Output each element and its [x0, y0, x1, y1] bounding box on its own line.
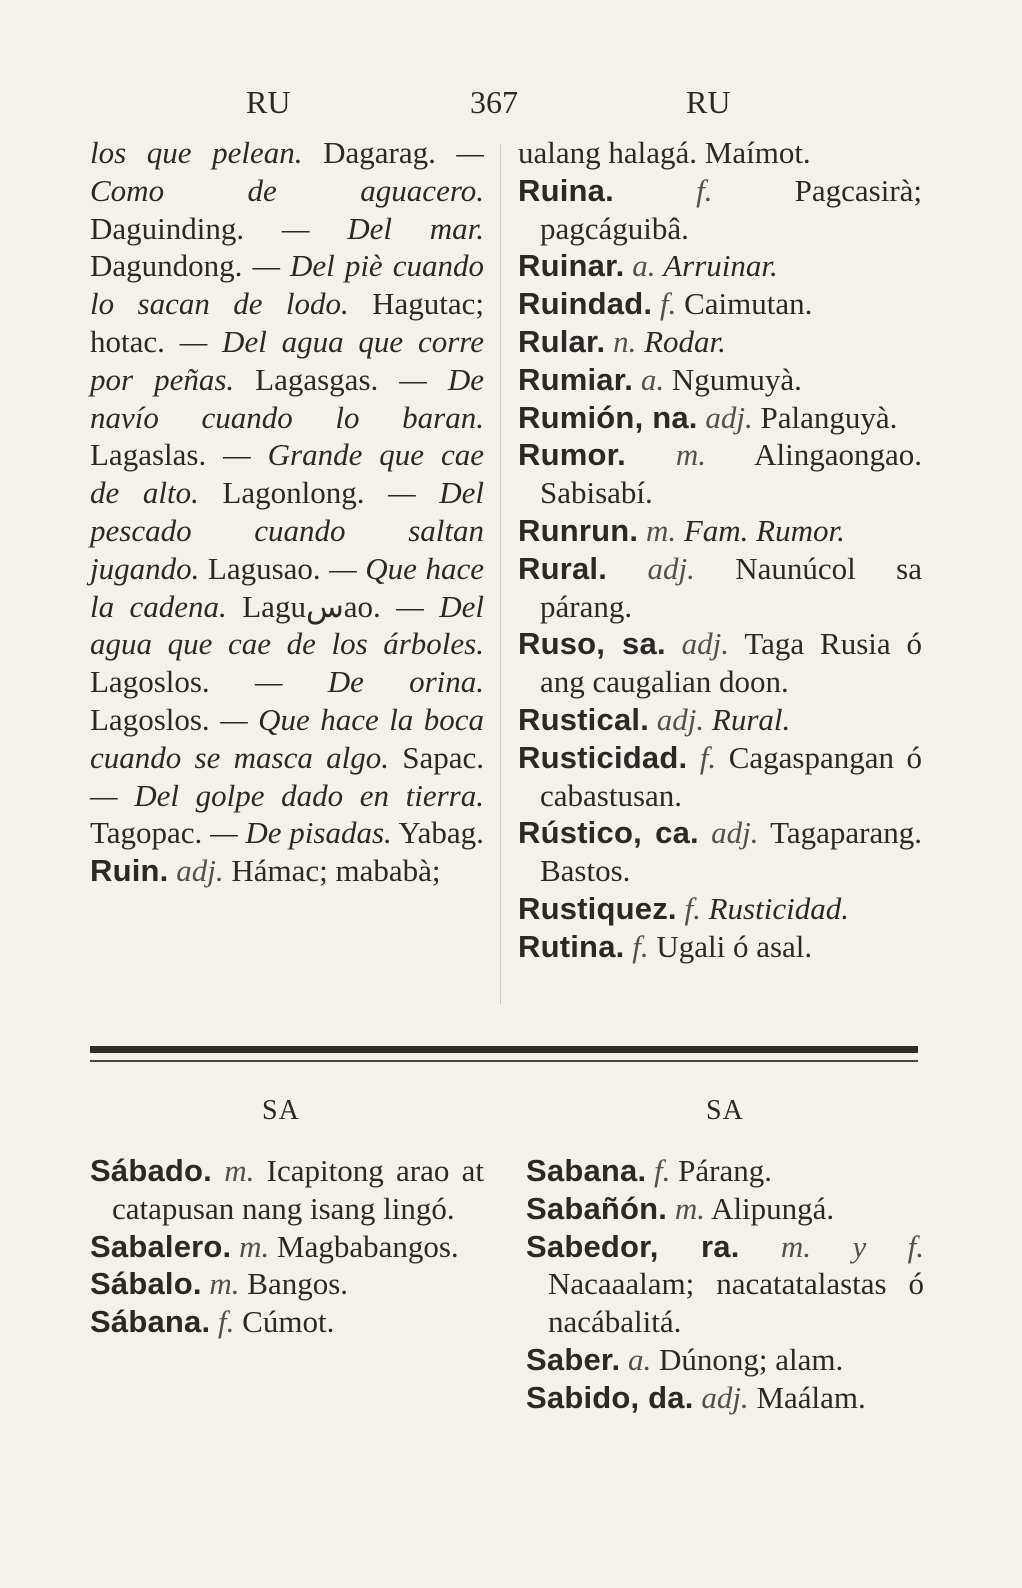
- entry-grammar: m.: [209, 1266, 240, 1302]
- entry-headword: Sábado.: [90, 1153, 212, 1188]
- sa-right-column: [526, 1152, 924, 1417]
- entry-definition: Taga Rusia ó ang caugalian doon.: [540, 626, 923, 700]
- dictionary-entry: [518, 928, 922, 966]
- tagalog-term: Dagundong.: [90, 248, 253, 284]
- entry-definition: Párang.: [670, 1153, 773, 1188]
- dictionary-entry: [518, 323, 922, 361]
- tagalog-term: Lagusao.: [199, 550, 330, 586]
- entry-definition: [704, 702, 712, 737]
- entry-headword: Ruso, sa.: [518, 626, 666, 662]
- entry-grammar: m.: [239, 1228, 270, 1264]
- dictionary-entry-ruin: [90, 852, 484, 890]
- entry-definition: Ugali ó asal.: [648, 928, 813, 964]
- entry-spanish-crossref: Fam. Rumor.: [683, 512, 845, 548]
- spanish-gloss: — Que hace la boca cuando se masca algo.: [90, 701, 485, 775]
- tagalog-term: Lagasgas.: [234, 361, 400, 397]
- spanish-gloss: — Grande que cae de alto.: [90, 437, 484, 511]
- dictionary-entry: [526, 1341, 924, 1379]
- header-left-guide-word: RU: [246, 84, 291, 120]
- entry-spanish-crossref: Rural.: [711, 701, 791, 737]
- dictionary-entry: [518, 814, 922, 890]
- section-rule-thick: [90, 1046, 918, 1053]
- entry-grammar: adj.: [701, 1379, 749, 1415]
- entry-definition: Nacaaalam; nacatatalastas ó nacábalitá.: [548, 1266, 924, 1340]
- right-entry-list: [518, 172, 922, 966]
- dictionary-entry: [518, 399, 922, 437]
- entry-grammar: f.: [654, 1153, 671, 1188]
- tagalog-term: Laguسao.: [226, 588, 397, 624]
- entry-definition: Palanguyà.: [752, 399, 898, 435]
- spanish-gloss: — De pisadas.: [210, 815, 392, 851]
- entry-definition: [676, 513, 684, 548]
- entry-definition: Maálam.: [748, 1379, 866, 1415]
- entry-grammar: a.: [640, 361, 665, 397]
- spanish-gloss: — Del agua que cae de los árboles.: [90, 588, 484, 662]
- entry-headword: Rustical.: [518, 701, 650, 737]
- continued-entry-text: [90, 134, 484, 852]
- entry-headword: Rural.: [518, 550, 608, 586]
- spanish-gloss: — Del agua que corre por peñas.: [90, 323, 484, 397]
- dictionary-entry: [518, 436, 922, 512]
- entry-headword: Sábalo.: [90, 1266, 202, 1302]
- column-divider: [500, 144, 501, 1004]
- entry-definition: Naunúcol sa párang.: [540, 550, 922, 624]
- entry-definition: Ngumuyà.: [664, 361, 802, 397]
- entry-grammar: m.: [674, 1190, 706, 1226]
- entry-grammar: adj.: [656, 701, 705, 737]
- entry-definition: [701, 891, 709, 926]
- entry-headword: Sabalero.: [90, 1228, 232, 1264]
- entry-definition: Cagaspangan ó cabastusan.: [540, 739, 923, 813]
- entry-grammar: adj.: [176, 853, 224, 889]
- entry-definition: Tagaparang. Bastos.: [540, 815, 923, 889]
- entry-grammar: f.: [696, 172, 713, 208]
- sa-left-column: [90, 1152, 484, 1341]
- dictionary-entry: [90, 1228, 484, 1266]
- spanish-gloss: los que pelean.: [90, 135, 303, 170]
- dictionary-entry: [518, 701, 922, 739]
- tagalog-term: Lagaslas.: [90, 437, 224, 473]
- entry-grammar: m.: [645, 512, 677, 548]
- spanish-gloss: — Del mar.: [281, 210, 484, 246]
- entry-definition: [636, 324, 644, 359]
- entry-definition: Caimutan.: [676, 286, 813, 322]
- tagalog-term: Lagoslos.: [90, 664, 255, 700]
- dictionary-entry: [526, 1190, 924, 1228]
- spanish-gloss: — De orina.: [254, 664, 485, 700]
- entry-headword: Rústico, ca.: [518, 815, 699, 851]
- entry-grammar: n.: [613, 323, 637, 359]
- entry-definition: Bangos.: [239, 1266, 349, 1302]
- entry-headword: Rutina.: [518, 928, 625, 964]
- entry-headword: Sábana.: [90, 1304, 211, 1340]
- dictionary-entry: [526, 1379, 924, 1417]
- tagalog-term: Dagarag.: [302, 135, 457, 170]
- entry-grammar: adj.: [705, 399, 753, 435]
- entry-headword: Sabañón.: [526, 1190, 668, 1226]
- entry-headword: Rumión, na.: [518, 399, 698, 435]
- dictionary-entry: [518, 285, 922, 323]
- spanish-gloss: — Del golpe dado en tierra.: [90, 777, 484, 813]
- entry-grammar: a.: [628, 1341, 652, 1377]
- spanish-gloss: — Como de aguacero.: [90, 135, 484, 208]
- dictionary-entry: [518, 739, 922, 815]
- entry-grammar: m.: [224, 1153, 255, 1188]
- entry-definition: Pagcasirà; pagcáguibâ.: [540, 172, 923, 246]
- entry-grammar: f.: [659, 286, 677, 322]
- spanish-gloss: — De navío cuando lo baran.: [90, 361, 485, 435]
- entry-definition: Alipungá.: [705, 1190, 835, 1226]
- entry-grammar: f.: [218, 1304, 235, 1340]
- dictionary-entry: [526, 1152, 924, 1190]
- entry-headword: Rusticidad.: [518, 739, 688, 775]
- entry-definition: Hámac; mababà;: [223, 853, 441, 889]
- entry-headword: Sabana.: [526, 1153, 647, 1188]
- dictionary-entry: [526, 1228, 924, 1341]
- tagalog-term: Hagutac; hotac.: [90, 286, 484, 359]
- entry-grammar: m.: [675, 437, 706, 473]
- continued-entry-text: ualang halagá. Maímot.: [518, 135, 811, 170]
- entry-grammar: f.: [684, 890, 701, 926]
- entry-headword: Rumor.: [518, 437, 626, 473]
- entry-definition: Magbabangos.: [269, 1228, 459, 1264]
- entry-definition: Alingaongao. Sabisabí.: [540, 437, 922, 511]
- dictionary-entry: [518, 512, 922, 550]
- spanish-gloss: — Que hace la cadena.: [90, 550, 484, 624]
- tagalog-term: Sapac.: [388, 739, 484, 775]
- section-heading-right: SA: [706, 1095, 744, 1126]
- entry-grammar: adj.: [681, 626, 730, 662]
- entry-headword: Saber.: [526, 1341, 621, 1377]
- tagalog-term: Daguinding.: [90, 210, 282, 246]
- entry-headword: Runrun.: [518, 512, 639, 548]
- dictionary-entry: [518, 625, 922, 701]
- entry-headword: Ruindad.: [518, 286, 653, 322]
- entry-headword: Rular.: [518, 323, 606, 359]
- entry-definition: Icapitong arao at catapusan nang isang lingó.: [112, 1153, 485, 1226]
- right-column: [518, 134, 922, 966]
- entry-spanish-crossref: Rodar.: [644, 323, 726, 359]
- entry-definition: Cúmot.: [234, 1304, 335, 1340]
- header-right-guide-word: RU: [686, 84, 731, 120]
- entry-grammar: adj.: [647, 550, 695, 586]
- entry-headword: Sabedor, ra.: [526, 1228, 740, 1264]
- dictionary-entry: [518, 361, 922, 399]
- dictionary-entry: [518, 550, 922, 626]
- dictionary-entry: [90, 1303, 484, 1341]
- tagalog-term: Lagoslos.: [90, 701, 221, 737]
- left-column: [90, 134, 484, 890]
- spanish-gloss: — Del pescado cuando saltan jugando.: [90, 475, 484, 586]
- dictionary-entry: [518, 890, 922, 928]
- entry-headword: Ruin.: [90, 853, 169, 889]
- entry-headword: Ruinar.: [518, 248, 625, 284]
- entry-spanish-crossref: Rusticidad.: [708, 890, 849, 926]
- dictionary-entry: [90, 1152, 484, 1228]
- dictionary-entry: [518, 247, 922, 285]
- page-number: 367: [470, 84, 518, 120]
- entry-headword: Rustiquez.: [518, 890, 677, 926]
- section-heading-left: SA: [262, 1095, 300, 1126]
- dictionary-entry: [90, 1265, 484, 1303]
- entry-grammar: m. y f.: [780, 1228, 924, 1264]
- spanish-gloss: — Del piè cuando lo sacan de lodo.: [90, 248, 484, 322]
- entry-headword: Ruina.: [518, 172, 614, 208]
- dictionary-entry: [518, 172, 922, 248]
- section-rule-thin: [90, 1060, 918, 1062]
- entry-grammar: f.: [699, 739, 717, 775]
- tagalog-term: Lagonlong.: [198, 475, 389, 511]
- entry-grammar: f.: [632, 928, 649, 964]
- running-header: [0, 84, 1022, 128]
- entry-headword: Sabido, da.: [526, 1379, 694, 1415]
- entry-headword: Rumiar.: [518, 361, 634, 397]
- tagalog-term: Tagopac.: [90, 815, 211, 851]
- entry-grammar: a.: [632, 248, 656, 284]
- tagalog-term: Yabag.: [391, 815, 484, 851]
- entry-definition: Dúnong; alam.: [651, 1341, 844, 1377]
- entry-spanish-crossref: Arruinar.: [663, 248, 778, 284]
- entry-grammar: adj.: [711, 815, 759, 851]
